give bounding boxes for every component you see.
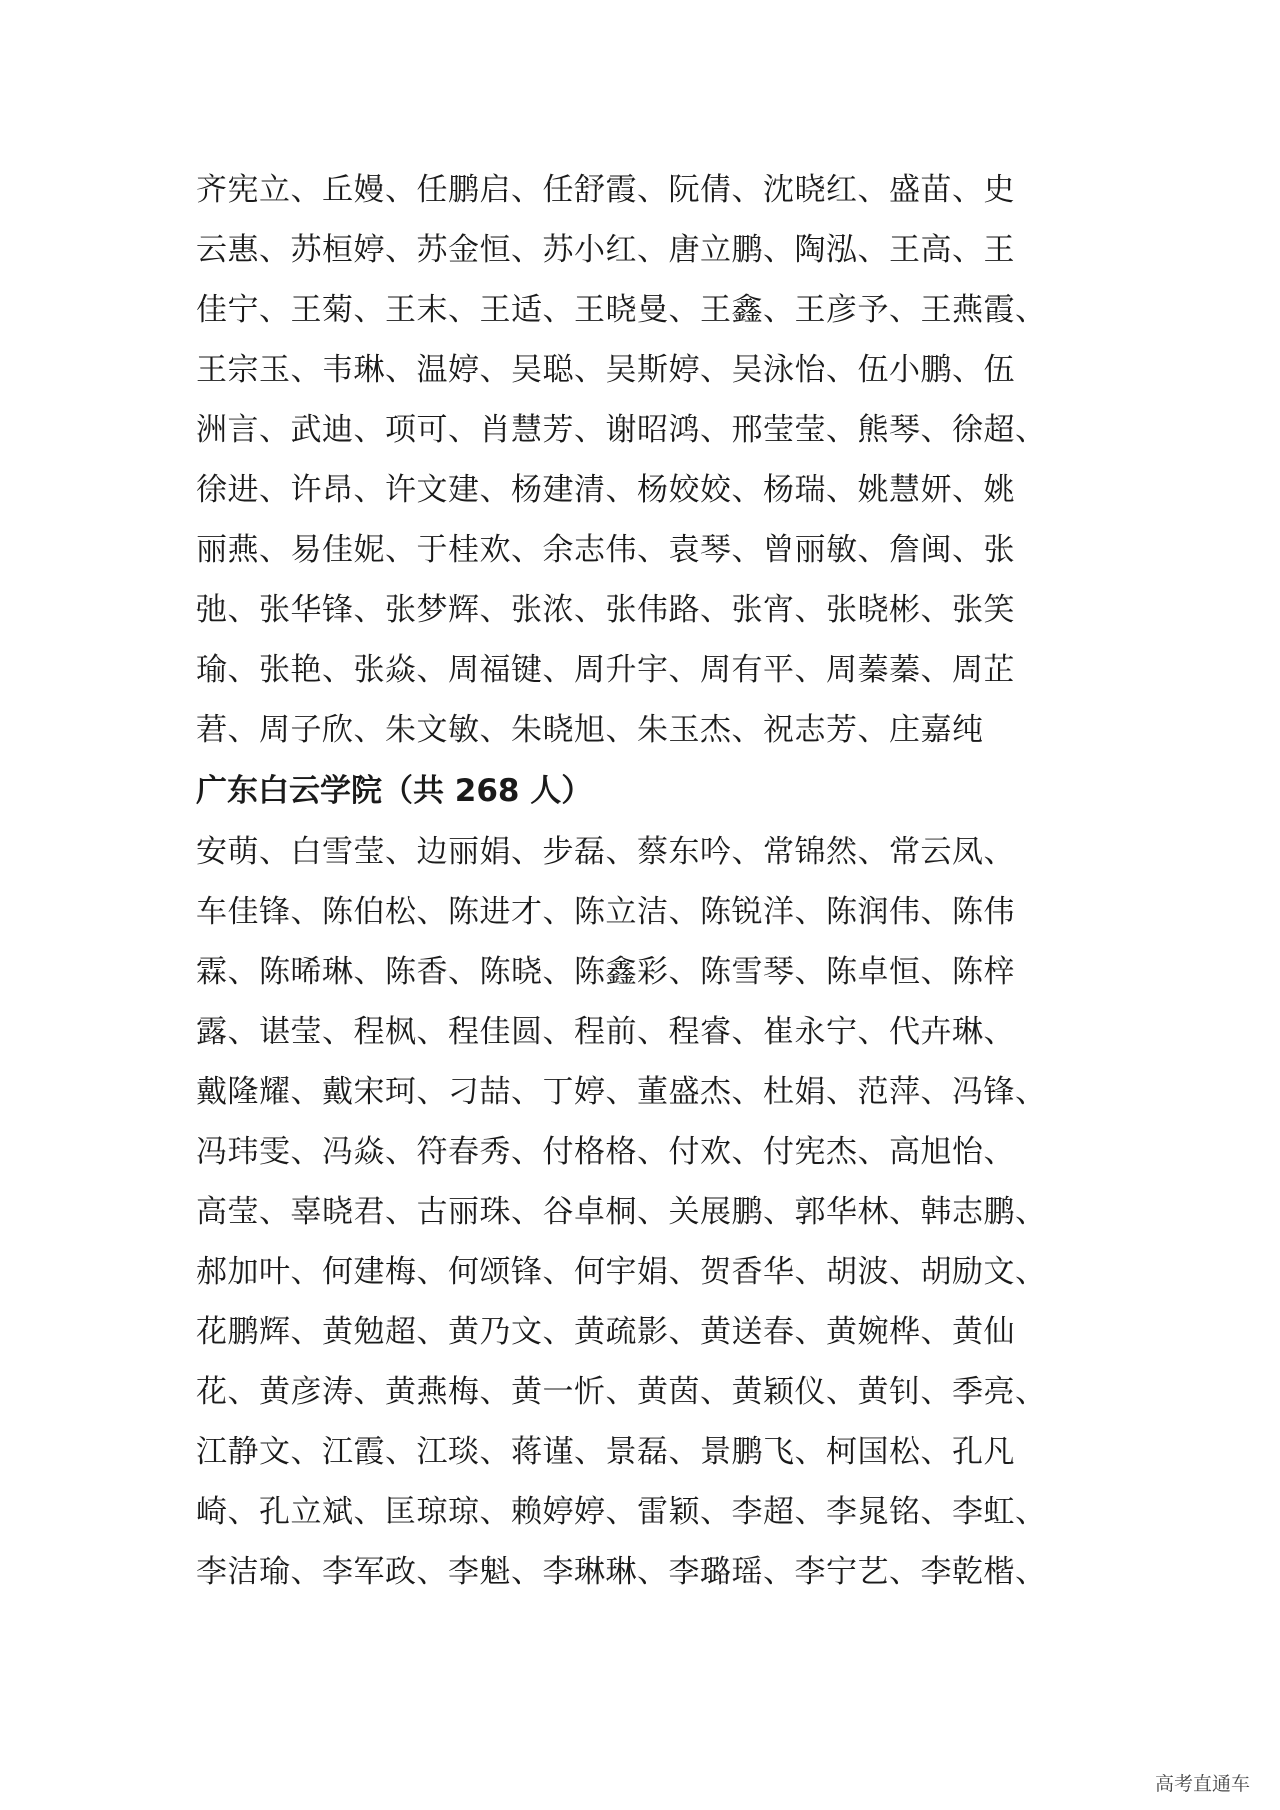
- name-line: 霖、陈晞琳、陈香、陈晓、陈鑫彩、陈雪琴、陈卓恒、陈梓: [196, 954, 1015, 990]
- name-line: 齐宪立、丘嫚、任鹏启、任舒霞、阮倩、沈晓红、盛苗、史: [196, 172, 1015, 208]
- name-line: 露、谌莹、程枫、程佳圆、程前、程睿、崔永宁、代卉琳、: [196, 1014, 1015, 1050]
- name-line: 丽燕、易佳妮、于桂欢、余志伟、袁琴、曾丽敏、詹闽、张: [196, 532, 1015, 568]
- name-line: 瑜、张艳、张焱、周福键、周升宇、周有平、周蓁蓁、周芷: [196, 652, 1015, 688]
- name-line: 弛、张华锋、张梦辉、张浓、张伟路、张宵、张晓彬、张笑: [196, 592, 1015, 628]
- name-line: 佳宁、王菊、王末、王适、王晓曼、王鑫、王彦予、王燕霞、: [196, 292, 1047, 328]
- name-line: 莙、周子欣、朱文敏、朱晓旭、朱玉杰、祝志芳、庄嘉纯: [196, 712, 984, 748]
- name-line: 李洁瑜、李军政、李魁、李琳琳、李璐瑶、李宁艺、李乾楷、: [196, 1554, 1047, 1590]
- name-line: 徐进、许昂、许文建、杨建清、杨姣姣、杨瑞、姚慧妍、姚: [196, 472, 1015, 508]
- section-heading: 广东白云学院（共 268 人）: [196, 773, 593, 809]
- name-line: 高莹、辜晓君、古丽珠、谷卓桐、关展鹏、郭华林、韩志鹏、: [196, 1194, 1047, 1230]
- name-line: 戴隆耀、戴宋珂、刁喆、丁婷、董盛杰、杜娟、范萍、冯锋、: [196, 1074, 1047, 1110]
- section-1-names: [196, 160, 1096, 760]
- name-line: 花、黄彦涛、黄燕梅、黄一忻、黄茵、黄颖仪、黄钊、季亮、: [196, 1374, 1047, 1410]
- section-2-names: [196, 822, 1096, 1602]
- name-line: 王宗玉、韦琳、温婷、吴聪、吴斯婷、吴泳怡、伍小鹏、伍: [196, 352, 1015, 388]
- name-line: 花鹏辉、黄勉超、黄乃文、黄疏影、黄送春、黄婉桦、黄仙: [196, 1314, 1015, 1350]
- name-line: 崎、孔立斌、匡琼琼、赖婷婷、雷颖、李超、李晁铭、李虹、: [196, 1494, 1047, 1530]
- watermark-label: 高考直通车: [1154, 1773, 1250, 1795]
- name-line: 江静文、江霞、江琰、蒋谨、景磊、景鹏飞、柯国松、孔凡: [196, 1434, 1015, 1470]
- name-line: 冯玮雯、冯焱、符春秀、付格格、付欢、付宪杰、高旭怡、: [196, 1134, 1015, 1170]
- name-line: 车佳锋、陈伯松、陈进才、陈立洁、陈锐洋、陈润伟、陈伟: [196, 894, 1015, 930]
- name-list-document: [196, 160, 1096, 1602]
- name-line: 郝加叶、何建梅、何颂锋、何宇娟、贺香华、胡波、胡励文、: [196, 1254, 1047, 1290]
- name-line: 云惠、苏桓婷、苏金恒、苏小红、唐立鹏、陶泓、王高、王: [196, 232, 1015, 268]
- name-line: 洲言、武迪、项可、肖慧芳、谢昭鸿、邢莹莹、熊琴、徐超、: [196, 412, 1047, 448]
- name-line: 安萌、白雪莹、边丽娟、步磊、蔡东吟、常锦然、常云凤、: [196, 834, 1015, 870]
